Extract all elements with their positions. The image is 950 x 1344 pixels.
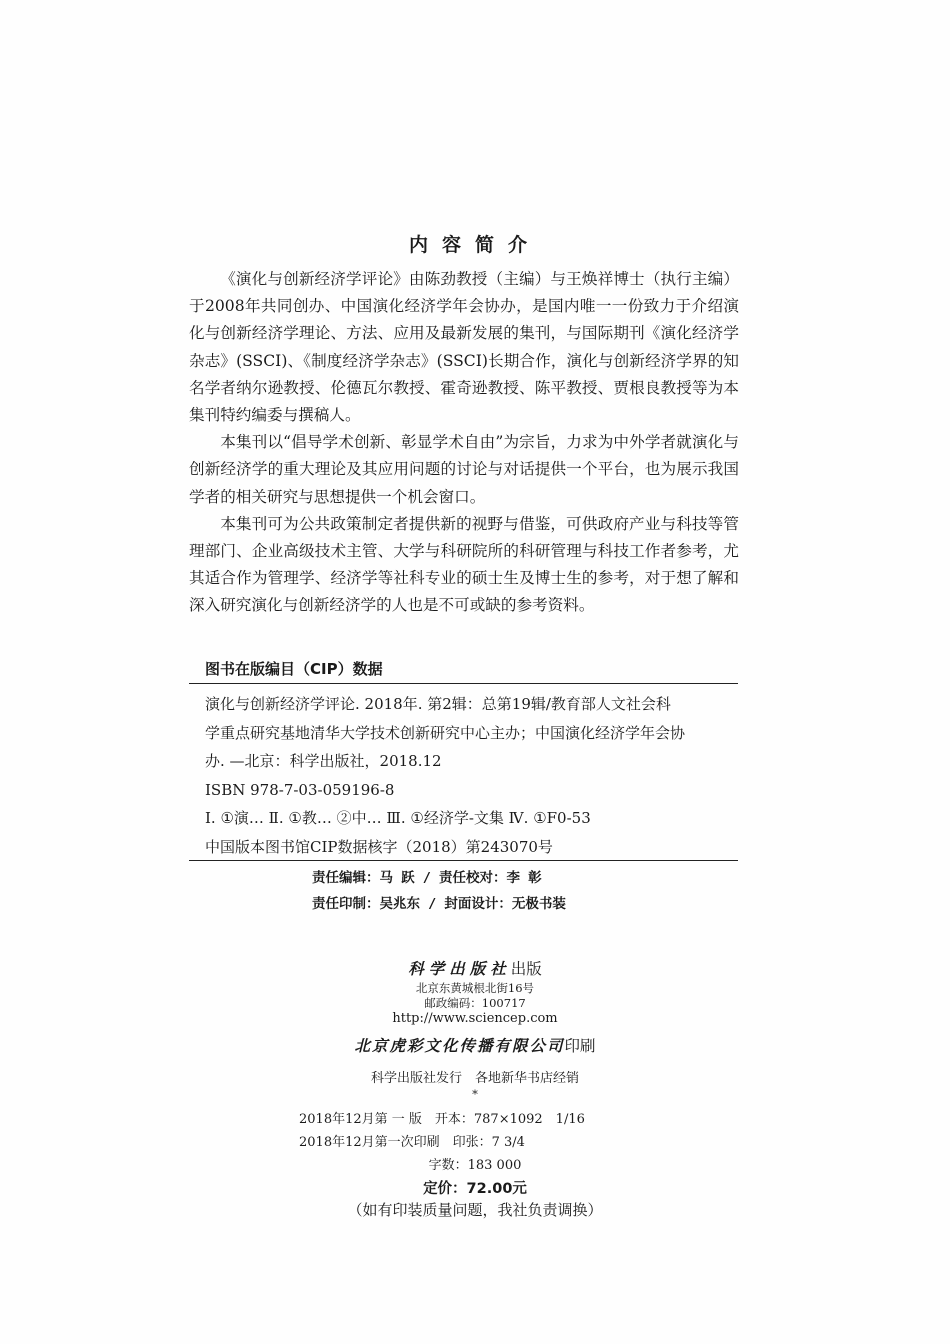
credits-editors: 责任编辑：马 跃 / 责任校对：李 彰 — [312, 870, 542, 886]
cip-isbn: ISBN 978-7-03-059196-8 — [205, 780, 395, 799]
cip-heading: 图书在版编目（CIP）数据 — [205, 660, 383, 678]
separator-star: * — [472, 1087, 478, 1101]
printer-line — [0, 1034, 950, 1056]
word-count: 字数：183 000 — [428, 1158, 522, 1173]
quality-notice: （如有印装质量问题，我社负责调换） — [347, 1201, 603, 1219]
intro-paragraph: 《演化与创新经济学评论》由陈劲教授（主编）与王焕祥博士（执行主编）于2008年共同创办、中国演化经济学年会协办，是国内唯一一份致力于介绍演化与创新经济学理论、方法、应用及最新发展的集刊，与国际期刊《演化经济学杂志》(SSCI)、《制度经济学杂志》(SSCI)长期合作，演化与创新经济学界的知名学者纳尔逊教授、伦德瓦尔教授、霍奇逊教授、陈平教授、贾根良教授等为本集刊特约编委与撰稿人。 — [189, 270, 739, 425]
credits-printing: 责任印制：吴兆东 / 封面设计：无极书装 — [312, 896, 566, 912]
publisher-name: 科学出版社 — [408, 959, 511, 978]
publisher-url: http://www.sciencep.com — [392, 1011, 558, 1026]
printing-line: 2018年12月第一次印刷 印张：7 3/4 — [299, 1135, 525, 1150]
cip-classification: Ⅰ. ①演… Ⅱ. ①教… ②中… Ⅲ. ①经济学-文集 Ⅳ. ①F0-53 — [205, 809, 591, 827]
publisher-address: 北京东黄城根北街16号 — [415, 981, 535, 995]
intro-paragraph: 本集刊以“倡导学术创新、彰显学术自由”为宗旨，力求为中外学者就演化与创新经济学的重大理论及其应用问题的讨论与对话提供一个平台，也为展示我国学者的相关研究与思想提供一个机会窗口。 — [189, 433, 739, 506]
price: 定价：72.00元 — [423, 1181, 527, 1197]
cip-line: 学重点研究基地清华大学技术创新研究中心主办；中国演化经济学年会协 — [205, 723, 686, 742]
cip-record — [205, 690, 735, 861]
edition-line: 2018年12月第 一 版 开本：787×1092 1/16 — [299, 1112, 585, 1127]
distribution-line: 科学出版社发行 各地新华书店经销 — [370, 1071, 579, 1086]
cip-line: 办. —北京：科学出版社，2018.12 — [205, 752, 442, 770]
cip-number: 中国版本图书馆CIP数据核字（2018）第243070号 — [205, 837, 553, 856]
publisher-postcode: 邮政编码：100717 — [424, 996, 526, 1010]
intro-title: 内容简介 — [408, 234, 541, 256]
printer-name: 北京虎彩文化传播有限公司 — [354, 1036, 565, 1055]
printer-suffix: 印刷 — [564, 1037, 596, 1055]
publisher-suffix: 出版 — [510, 960, 542, 978]
cip-line: 演化与创新经济学评论. 2018年. 第2辑：总第19辑/教育部人文社会科 — [205, 695, 671, 713]
intro-body — [189, 266, 739, 620]
publisher-line — [0, 957, 950, 979]
cip-top-rule — [189, 683, 738, 684]
intro-paragraph: 本集刊可为公共政策制定者提供新的视野与借鉴，可供政府产业与科技等管理部门、企业高级技术主管、大学与科研院所的科研管理与科技工作者参考，尤其适合作为管理学、经济学等社科专业的硕士生及博士生的参考，对于想了解和深入研究演化与创新经济学的人也是不可或缺的参考资料。 — [189, 514, 739, 615]
cip-bottom-rule — [189, 860, 738, 861]
